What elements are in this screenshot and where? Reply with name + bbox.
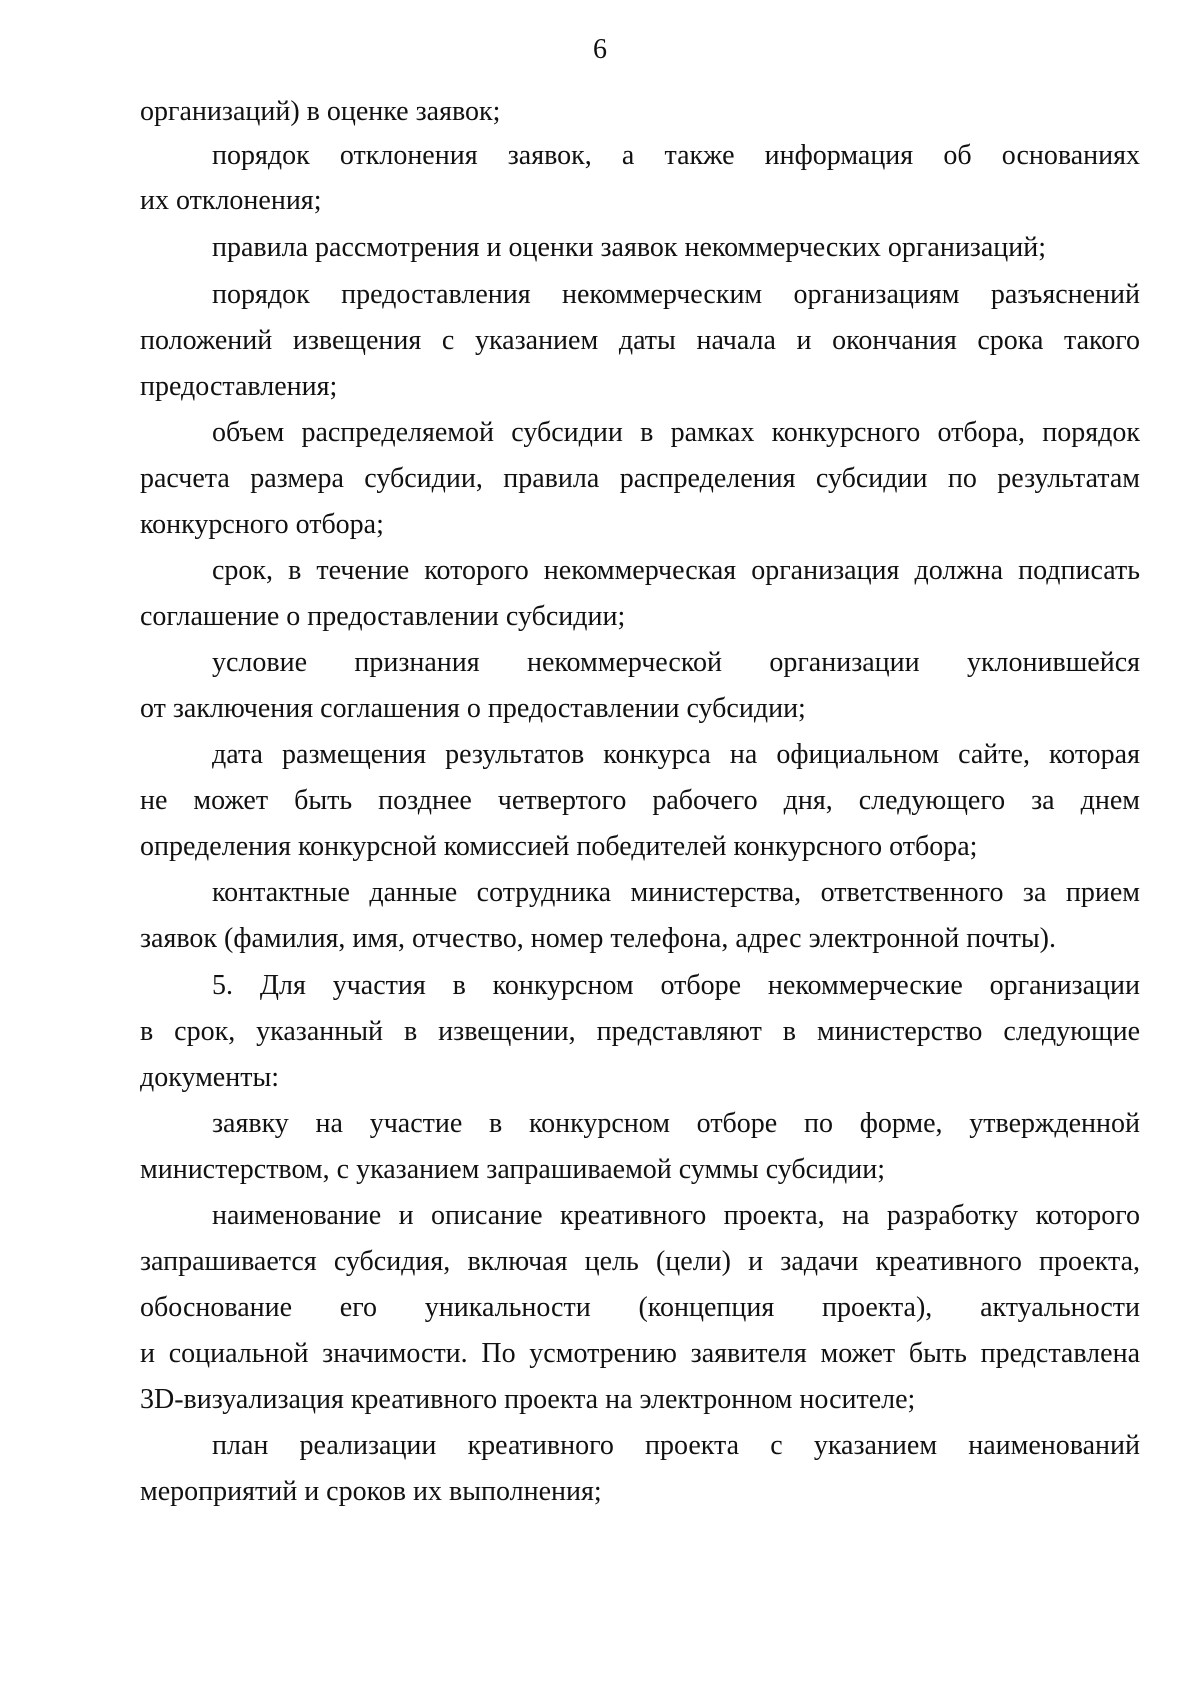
text-line: обоснование его уникальности (концепция проекта), актуальности	[140, 1292, 1140, 1323]
text-line: контактные данные сотрудника министерства, ответственного за прием	[212, 877, 1140, 908]
text-line: документы:	[140, 1062, 280, 1093]
text-line: порядок отклонения заявок, а также информация об основаниях	[212, 140, 1140, 171]
text-line: и социальной значимости. По усмотрению заявителя может быть представлена	[140, 1338, 1140, 1369]
text-line: дата размещения результатов конкурса на официальном сайте, которая	[212, 739, 1140, 770]
text-line: организаций) в оценке заявок;	[140, 96, 501, 127]
text-line: 5. Для участия в конкурсном отборе некоммерческие организации	[212, 970, 1140, 1001]
text-line: наименование и описание креативного проекта, на разработку которого	[212, 1200, 1140, 1231]
text-line: соглашение о предоставлении субсидии;	[140, 601, 626, 632]
text-line: условие признания некоммерческой организации уклонившейся	[212, 647, 1140, 678]
text-line: положений извещения с указанием даты начала и окончания срока такого	[140, 325, 1140, 356]
text-line: заявку на участие в конкурсном отборе по форме, утвержденной	[212, 1108, 1140, 1139]
text-line: предоставления;	[140, 371, 338, 402]
text-line: в срок, указанный в извещении, представляют в министерство следующие	[140, 1016, 1140, 1047]
text-line: мероприятий и сроков их выполнения;	[140, 1476, 602, 1507]
text-line: правила рассмотрения и оценки заявок некоммерческих организаций;	[212, 232, 1047, 263]
text-line: от заключения соглашения о предоставлении субсидии;	[140, 693, 806, 724]
text-line: заявок (фамилия, имя, отчество, номер телефона, адрес электронной почты).	[140, 923, 1056, 954]
text-line: определения конкурсной комиссией победителей конкурсного отбора;	[140, 831, 978, 862]
text-line: порядок предоставления некоммерческим организациям разъяснений	[212, 279, 1140, 310]
text-line: министерством, с указанием запрашиваемой суммы субсидии;	[140, 1154, 886, 1185]
text-line: не может быть позднее четвертого рабочего дня, следующего за днем	[140, 785, 1140, 816]
text-line: их отклонения;	[140, 185, 322, 216]
text-line: 3D-визуализация креативного проекта на электронном носителе;	[140, 1384, 916, 1415]
text-line: план реализации креативного проекта с указанием наименований	[212, 1430, 1140, 1461]
text-line: конкурсного отбора;	[140, 509, 384, 540]
text-line: объем распределяемой субсидии в рамках конкурсного отбора, порядок	[212, 417, 1140, 448]
text-line: запрашивается субсидия, включая цель (цели) и задачи креативного проекта,	[140, 1246, 1140, 1277]
text-line: расчета размера субсидии, правила распределения субсидии по результатам	[140, 463, 1140, 494]
page-number: 6	[593, 34, 607, 65]
text-line: срок, в течение которого некоммерческая организация должна подписать	[212, 555, 1140, 586]
